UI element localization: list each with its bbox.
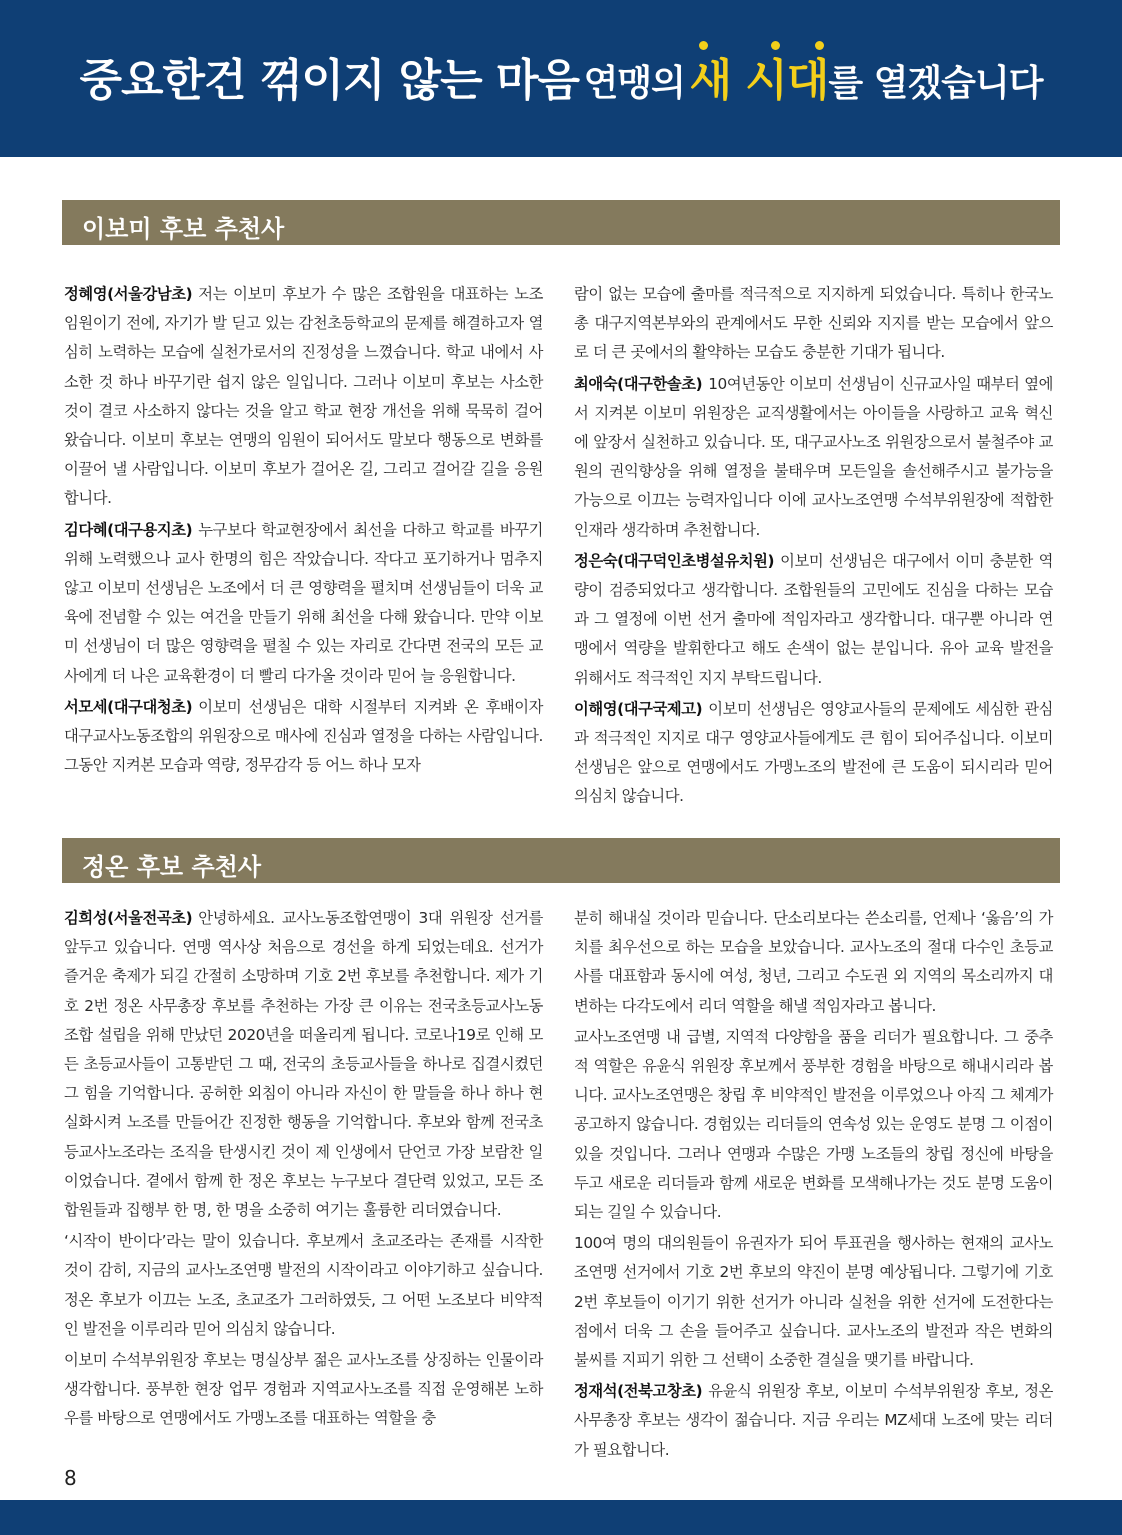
page-header — [0, 0, 1122, 157]
section1-right-column — [574, 280, 1053, 814]
section-title: 정온 후보 추천사 — [82, 853, 261, 881]
recommendation-text: 이보미 수석부위원장 후보는 명실상부 젊은 교사노조를 상징하는 인물이라 생각합니다. 풍부한 현장 업무 경험과 지역교사노조를 직접 운영해본 노하우를 바탕으로 연맹에서도 가맹노조를 대표하는 역할을 충 — [64, 1351, 543, 1428]
section-title-bar — [62, 838, 1060, 883]
accent-dot-icon — [771, 41, 780, 50]
recommendation — [64, 693, 543, 781]
accent-dot-icon — [815, 41, 824, 50]
recommender-name: 최애숙(대구한솔초) — [574, 374, 703, 393]
recommendation-text: 유윤식 위원장 후보, 이보미 수석부위원장 후보, 정온 사무총장 후보는 생각이 젊습니다. 지금 우리는 MZ세대 노조에 맞는 리더가 필요합니다. — [574, 1382, 1053, 1459]
recommender-name: 서모세(대구대청초) — [64, 697, 193, 716]
section1-left-column — [64, 280, 543, 782]
section2-left-column — [64, 904, 543, 1436]
headline-part1: 중요한건 꺾이지 않는 마음 — [79, 55, 579, 106]
recommender-name: 정은숙(대구덕인초병설유치원) — [574, 551, 775, 570]
recommendation — [574, 904, 1053, 1021]
recommender-name: 정재석(전북고창초) — [574, 1382, 703, 1401]
recommendation — [574, 695, 1053, 812]
recommendation — [64, 1346, 543, 1434]
page-number: 8 — [64, 1466, 77, 1490]
recommendation — [64, 904, 543, 1225]
recommender-name: 정혜영(서울강남초) — [64, 285, 193, 303]
recommendation-text: 저는 이보미 후보가 수 많은 조합원을 대표하는 노조 임원이기 전에, 자기가 발 딛고 있는 감천초등학교의 문제를 해결하고자 열심히 노력하는 모습에 실천가로서의 진정성을 느꼈습니다. 학교 내에서 사소한 것 하나 바꾸기란 쉽지 않은 일입니다. 그러나 이보미 후보는 사소한 것이 결코 사소하지 않다는 것을 알고 학교 현장 개선을 위해 묵묵히 걸어왔습니다. 이보미 후보는 연맹의 임원이 되어서도 말보다 행동으로 변화를 이끌어 낼 사람입니다. 이보미 후보가 걸어온 길, 그리고 걸어갈 길을 응원합니다. — [64, 285, 543, 508]
recommendation — [574, 1377, 1053, 1465]
headline-part3: 를 열겠습니다 — [828, 63, 1043, 104]
recommendation — [574, 1023, 1053, 1227]
recommendation — [574, 1229, 1053, 1375]
recommendation-text: 10여년동안 이보미 선생님이 신규교사일 때부터 옆에서 지켜본 이보미 위원장은 교직생활에서는 아이들을 사랑하고 교육 혁신에 앞장서 실천하고 있습니다. 또, 대구교사노조 위원장으로서 불철주야 교원의 권익향상을 위해 열정을 불태우며 모든일을 솔선해주시고 불가능을 가능으로 이끄는 능력자입니다 이에 교사노조연맹 수석부위원장에 적합한 인재라 생각하며 추천합니다. — [574, 374, 1053, 539]
recommendation-text: 이보미 선생님은 대구에서 이미 충분한 역량이 검증되었다고 생각합니다. 조합원들의 고민에도 진심을 다하는 모습과 그 열정에 이번 선거 출마에 적임자라고 생각합니다. 대구뿐 아니라 연맹에서 역량을 발휘한다고 해도 손색이 없는 분입니다. 유아 교육 발전을 위해서도 적극적인 지지 부탁드립니다. — [574, 551, 1053, 687]
recommendation-text: 분히 해내실 것이라 믿습니다. 단소리보다는 쓴소리를, 언제나 ‘옳음’의 가치를 최우선으로 하는 모습을 보았습니다. 교사노조의 절대 다수인 초등교사를 대표함과 동시에 여성, 청년, 그리고 수도권 외 지역의 목소리까지 대변하는 다각도에서 리더 역할을 해낼 적임자라고 봅니다. — [574, 909, 1053, 1015]
recommender-name: 김다혜(대구용지초) — [64, 520, 193, 539]
recommendation — [64, 1227, 543, 1344]
recommendation — [574, 547, 1053, 693]
section-title: 이보미 후보 추천사 — [82, 215, 285, 243]
highlight-text: 새 시대 — [689, 55, 829, 106]
section-title-bar — [62, 200, 1060, 245]
recommendation-text: 안녕하세요. 교사노동조합연맹이 3대 위원장 선거를 앞두고 있습니다. 연맹 역사상 처음으로 경선을 하게 되었는데요. 선거가 즐거운 축제가 되길 간절히 소망하며 기호 2번 후보를 추천합니다. 제가 기호 2번 정온 사무총장 후보를 추천하는 가장 큰 이유는 전국초등교사노동조합 설립을 위해 만났던 2020년을 떠올리게 됩니다. 코로나19로 인해 모든 초등교사들이 고통받던 그 때, 전국의 초등교사들을 하나로 집결시켰던 그 힘을 기억합니다. 공허한 외침이 아니라 자신이 한 말들을 하나 하나 현실화시켜 노조를 만들어간 진정한 행동을 기억합니다. 후보와 함께 전국초등교사노조라는 조직을 탄생시킨 것이 제 인생에서 단언코 가장 보람찬 일이었습니다. 곁에서 함께 한 정온 후보는 누구보다 결단력 있었고, 모든 조합원들과 집행부 한 명, 한 명을 소중히 여기는 훌륭한 리더였습니다. — [64, 909, 543, 1220]
recommendation-text: 이보미 선생님은 대학 시절부터 지켜봐 온 후배이자 대구교사노동조합의 위원장으로 매사에 진심과 열정을 다하는 사람입니다. 그동안 지켜본 모습과 역량, 정무감각 등 어느 하나 모자 — [64, 697, 543, 775]
headline — [0, 44, 1122, 108]
recommendation-text: 100여 명의 대의원들이 유권자가 되어 투표권을 행사하는 현재의 교사노조연맹 선거에서 기호 2번 후보의 약진이 분명 예상됩니다. 그렇기에 기호 2번 후보들이 이기기 위한 선거가 아니라 실천을 위한 선거에 도전한다는 점에서 더욱 그 손을 들어주고 싶습니다. 교사노조의 발전과 작은 변화의 불씨를 지피기 위한 그 선택이 소중한 결실을 맺기를 바랍니다. — [574, 1234, 1053, 1370]
recommendation — [574, 370, 1053, 545]
headline-part2: 연맹의 — [583, 63, 685, 104]
headline-highlight — [689, 55, 828, 106]
recommendation-text: 교사노조연맹 내 급별, 지역적 다양함을 품을 리더가 필요합니다. 그 중추적 역할은 유윤식 위원장 후보께서 풍부한 경험을 바탕으로 해내시리라 봅니다. 교사노조연맹은 창립 후 비약적인 발전을 이루었으나 아직 그 체계가 공고하지 않습니다. 경험있는 리더들의 연속성 있는 운영도 분명 그 이점이 있을 것입니다. 그러나 연맹과 수많은 가맹 노조들의 창립 정신에 바탕을 두고 새로운 리더들과 함께 새로운 변화를 모색해나가는 것도 분명 도움이 되는 길일 수 있습니다. — [574, 1027, 1053, 1222]
section2-right-column — [574, 904, 1053, 1467]
recommendation — [574, 280, 1053, 368]
recommender-name: 김희성(서울전곡초) — [64, 909, 193, 927]
recommendation — [64, 516, 543, 691]
recommender-name: 이해영(대구국제고) — [574, 699, 703, 718]
recommendation-text: ‘시작이 반이다’라는 말이 있습니다. 후보께서 초교조라는 존재를 시작한 것이 감히, 지금의 교사노조연맹 발전의 시작이라고 이야기하고 싶습니다. 정온 후보가 이끄는 노조, 초교조가 그러하였듯, 그 어떤 노조보다 비약적인 발전을 이루리라 믿어 의심치 않습니다. — [64, 1232, 543, 1338]
recommendation-text: 이보미 선생님은 영양교사들의 문제에도 세심한 관심과 적극적인 지지로 대구 영양교사들에게도 큰 힘이 되어주십니다. 이보미 선생님은 앞으로 연맹에서도 가맹노조의 발전에 큰 도움이 되시리라 믿어 의심치 않습니다. — [574, 699, 1053, 806]
recommendation — [64, 280, 543, 514]
page-footer-bar — [0, 1500, 1122, 1535]
recommendation-text: 누구보다 학교현장에서 최선을 다하고 학교를 바꾸기 위해 노력했으나 교사 한명의 힘은 작았습니다. 작다고 포기하거나 멈추지 않고 이보미 선생님은 노조에서 더 큰 영향력을 펼치며 선생님들이 더욱 교육에 전념할 수 있는 여건을 만들기 위해 최선을 다해 왔습니다. 만약 이보미 선생님이 더 많은 영향력을 펼칠 수 있는 자리로 간다면 전국의 모든 교사에게 더 나은 교육환경이 더 빨리 다가올 것이라 믿어 늘 응원합니다. — [64, 520, 543, 685]
recommendation-text: 람이 없는 모습에 출마를 적극적으로 지지하게 되었습니다. 특히나 한국노총 대구지역본부와의 관계에서도 무한 신뢰와 지지를 받는 모습에서 앞으로 더 큰 곳에서의 활약하는 모습도 충분한 기대가 됩니다. — [574, 285, 1053, 362]
accent-dot-icon — [699, 41, 708, 50]
